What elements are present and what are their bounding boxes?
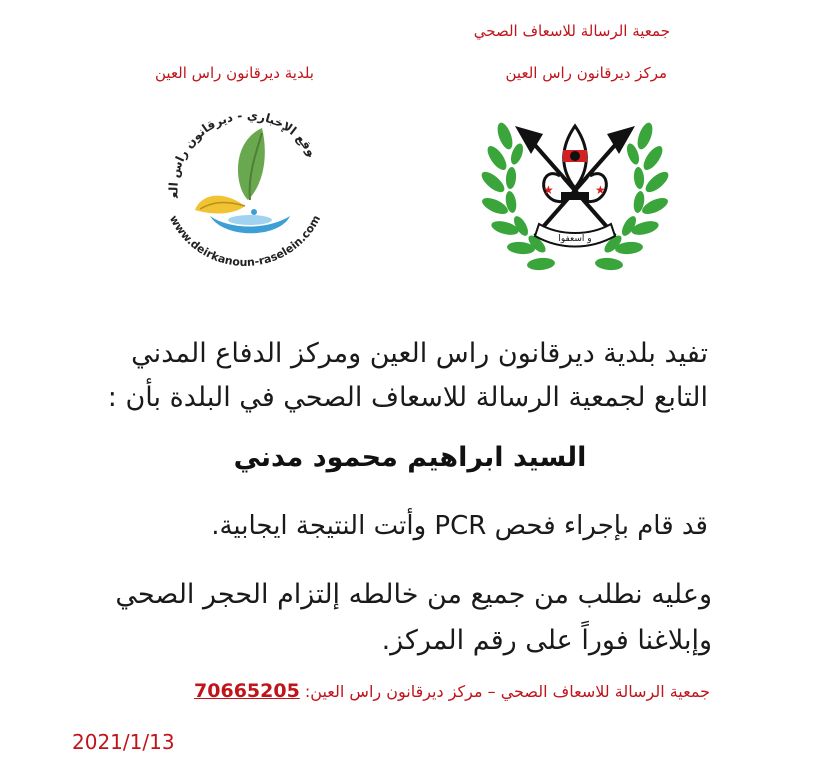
intro-paragraph [88, 332, 708, 420]
org-name-header: جمعية الرسالة للاسعاف الصحي [473, 22, 670, 40]
logo-arc-text: وقع الإخباري - ديرقانون راس الع [166, 108, 320, 199]
test-result-line: قد قام بإجراء فحص PCR وأتت النتيجة ايجابية. [211, 511, 708, 541]
request-line-1: وعليه نطلب من جميع من خالطه إلتزام الحجر الصحي [115, 579, 712, 610]
logo-website-text: www.deirkanoun-raselein.com [166, 213, 324, 268]
request-paragraph [72, 572, 712, 664]
municipality-logo [150, 88, 345, 268]
footer-label: جمعية الرسالة للاسعاف الصحي – مركز ديرقانون راس العين: [304, 682, 710, 701]
request-line-2: وإبلاغنا فوراً على رقم المركز. [381, 625, 712, 656]
intro-line-2: التابع لجمعية الرسالة للاسعاف الصحي في البلدة بأن : [107, 382, 708, 413]
intro-line-1: تفيد بلدية ديرقانون راس العين ومركز الدفاع المدني [131, 338, 708, 369]
municipality-header: بلدية ديرقانون راس العين [155, 64, 314, 82]
center-name-header: مركز ديرقانون راس العين [505, 64, 667, 82]
scout-emblem-logo [465, 96, 685, 296]
svg-text:الموقع الإخباري - ديرقانون راس [150, 88, 319, 200]
phone-number: 70665205 [194, 680, 300, 702]
person-name: السيد ابراهيم محمود مدني [233, 442, 587, 473]
svg-text:★: ★ [595, 183, 606, 197]
scout-banner-text: و اسعفوا [558, 234, 592, 244]
document-date: 2021/1/13 [72, 730, 175, 754]
svg-text:★: ★ [543, 183, 554, 197]
footer-contact [194, 680, 710, 702]
